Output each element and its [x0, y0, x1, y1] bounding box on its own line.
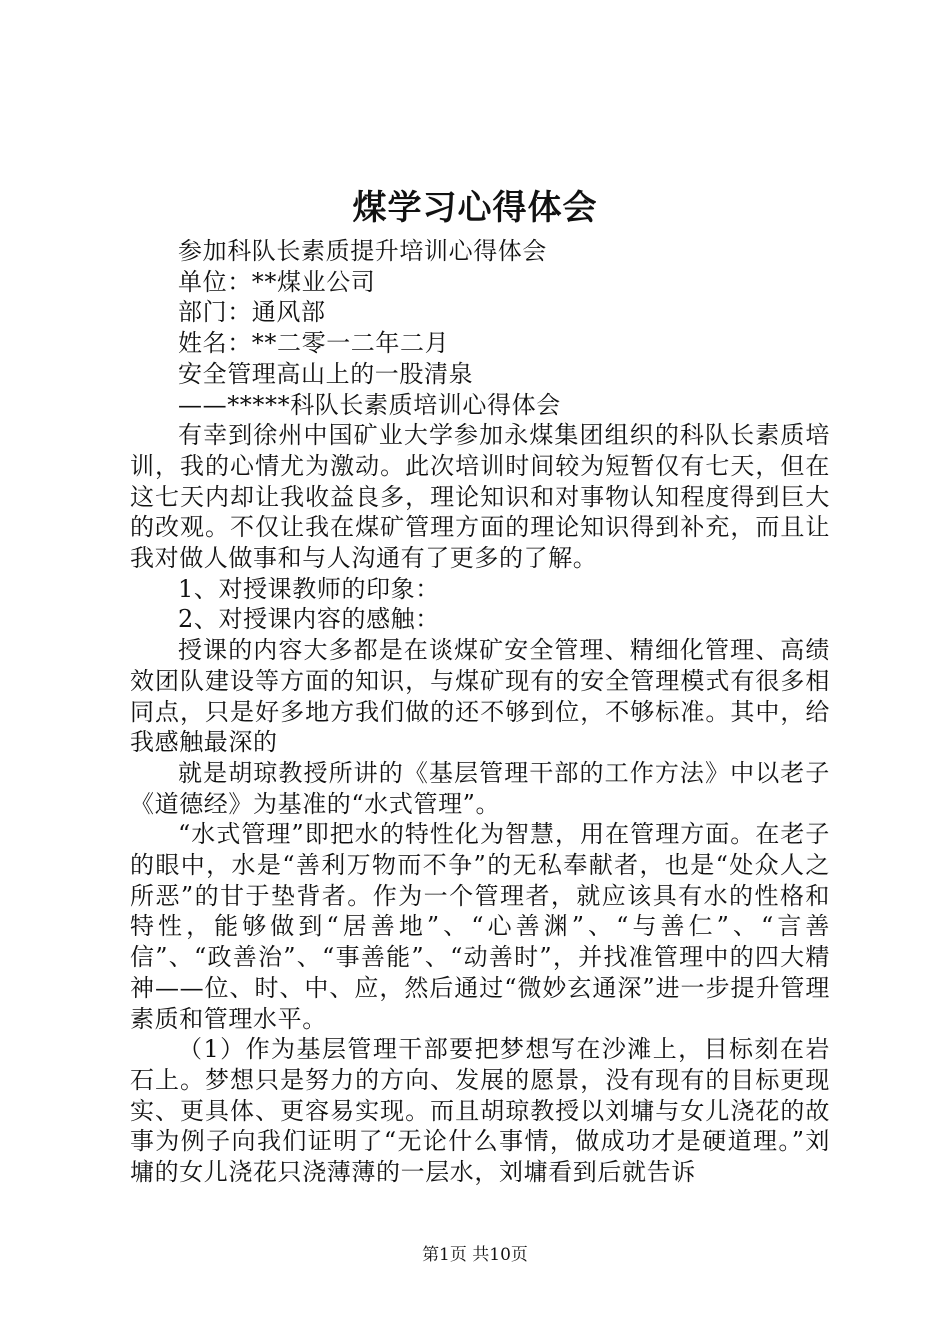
document-body: [130, 236, 830, 1188]
paragraph-unit: 单位：**煤业公司: [178, 267, 376, 296]
paragraph-body: （1）作为基层管理干部要把梦想写在沙滩上，目标刻在岩石上。梦想只是努力的方向、发展的愿景，没有现有的目标更现实、更具体、更容易实现。而且胡琼教授以刘墉与女儿浇花的故事为例子向我们证明了“无论什么事情，做成功才是硬道理。”刘墉的女儿浇花只浇薄薄的一层水，刘墉看到后就告诉: [130, 1035, 830, 1187]
paragraph-body: “水式管理”即把水的特性化为智慧，用在管理方面。在老子的眼中，水是“善利万物而不争”的无私奉献者，也是“处众人之所恶”的甘于垫背者。作为一个管理者，就应该具有水的性格和特性，能够做到“居善地”、“心善渊”、“与善仁”、“言善信”、“政善治”、“事善能”、“动善时”，并找准管理中的四大精神——位、时、中、应，然后通过“微妙玄通深”进一步提升管理素质和管理水平。: [130, 820, 830, 1033]
paragraph-list-item: 2、对授课内容的感触：: [178, 605, 440, 634]
paragraph-subtitle: 参加科队长素质提升培训心得体会: [178, 237, 547, 265]
paragraph-body: 授课的内容大多都是在谈煤矿安全管理、精细化管理、高绩效团队建设等方面的知识，与煤矿现有的安全管理模式有很多相同点，只是好多地方我们做的还不够到位，不够标准。其中，给我感触最深的: [130, 636, 830, 757]
paragraph-heading: 安全管理高山上的一股清泉: [178, 359, 474, 388]
paragraph-subheading: ——*****科队长素质培训心得体会: [178, 390, 561, 419]
document-title: 煤学习心得体会: [352, 188, 598, 228]
paragraph-list-item: 1、对授课教师的印象：: [178, 574, 440, 603]
paragraph-body: 就是胡琼教授所讲的《基层管理干部的工作方法》中以老子《道德经》为基准的“水式管理”。: [130, 758, 830, 818]
page-footer: 第1页 共10页: [422, 1245, 528, 1265]
paragraph-body: 有幸到徐州中国矿业大学参加永煤集团组织的科队长素质培训，我的心情尤为激动。此次培训时间较为短暂仅有七天，但在这七天内却让我收益良多，理论知识和对事物认知程度得到巨大的改观。不仅让我在煤矿管理方面的理论知识得到补充，而且让我对做人做事和与人沟通有了更多的了解。: [130, 421, 830, 573]
paragraph-name-date: 姓名：**二零一二年二月: [178, 329, 450, 358]
paragraph-department: 部门：通风部: [178, 298, 326, 327]
